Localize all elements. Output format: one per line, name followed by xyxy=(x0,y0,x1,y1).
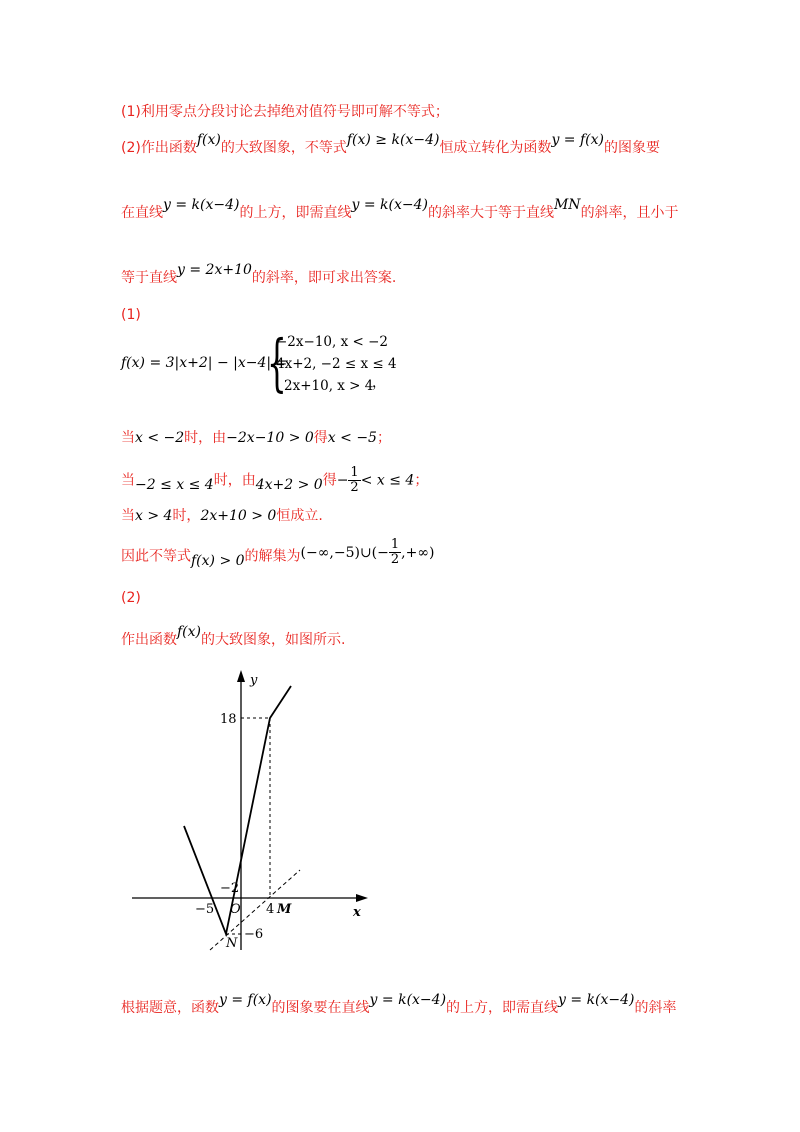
case-1-cond: x < −2 xyxy=(135,430,185,446)
piecewise-tail: ， xyxy=(372,375,386,391)
part-1-label: (1) xyxy=(121,307,141,323)
piecewise-case-2: 4x+2, −2 ≤ x ≤ 4 xyxy=(276,356,397,372)
brace-icon: { xyxy=(267,326,287,399)
label-y: y xyxy=(250,673,258,688)
label-neg5: −5 xyxy=(195,902,215,917)
piecewise-case-3: 2x+10, x > 4 xyxy=(284,378,374,394)
case-3-when: 当 xyxy=(121,508,135,524)
case-2-get: 得 xyxy=(322,472,337,489)
hint-line-1 xyxy=(121,102,449,122)
hint-line-2 xyxy=(121,132,660,158)
piecewise-case-1: −2x−10, x < −2 xyxy=(276,334,388,350)
final-text-b: 的图象要在直线 xyxy=(271,1000,370,1016)
math-line-k: y = k(x−4) xyxy=(163,197,240,213)
frac-num: 1 xyxy=(350,465,359,480)
final-text-d: 的斜率 xyxy=(634,1000,677,1016)
case-1-when: 当 xyxy=(121,430,135,446)
label-n: N xyxy=(226,936,238,951)
hint-2-text: (2)作出函数 xyxy=(121,140,197,156)
label-neg2: −2 xyxy=(220,881,240,896)
function-graph xyxy=(120,660,380,960)
label-18: 18 xyxy=(220,712,237,727)
hint-1-text: (1)利用零点分段讨论去掉绝对值符号即可解不等式； xyxy=(121,104,449,120)
final-line xyxy=(121,992,677,1018)
case-3-holds: 恒成立. xyxy=(276,508,323,524)
hint-line-4 xyxy=(121,262,397,288)
math-fx: f(x) xyxy=(177,624,202,640)
case-2-by: 时，由 xyxy=(213,472,256,489)
case-2-result: < x ≤ 4 xyxy=(360,472,415,489)
case-3-cond: x > 4 xyxy=(135,508,173,524)
hint-2-text-c: 恒成立转化为函数 xyxy=(439,140,552,156)
math-line-k-2: y = k(x−4) xyxy=(558,992,635,1008)
hint-4-text-b: 的斜率，即可求出答案. xyxy=(251,270,397,286)
frac-den: 2 xyxy=(390,552,400,567)
hint-2-text-d: 的图象要 xyxy=(603,140,660,156)
case-2-fraction xyxy=(348,466,360,495)
conclusion-fraction xyxy=(389,538,401,567)
label-origin: O xyxy=(230,902,241,917)
graph-intro-text: 作出函数 xyxy=(121,632,177,648)
case-2-line: 当−2 ≤ x ≤ 4时，由4x+2 > 0得− $\frac{1}{2}$ < x ≤ 4； xyxy=(121,465,429,495)
math-fx: f(x) xyxy=(196,132,221,148)
conclusion-text: 因此不等式 xyxy=(121,548,191,565)
frac-den: 2 xyxy=(350,480,359,495)
math-y-fx: y = f(x) xyxy=(219,992,272,1008)
y-axis-arrow-icon xyxy=(237,670,245,682)
piecewise-lhs: f(x) = 3|x+2| − |x−4| = xyxy=(121,355,288,371)
hint-2-text-b: 的大致图象，不等式 xyxy=(220,140,347,156)
case-2-when: 当 xyxy=(121,472,135,489)
case-1-end: ； xyxy=(376,430,391,446)
graph-fx xyxy=(184,686,291,934)
case-1-get: 得 xyxy=(313,430,328,446)
math-mn: MN xyxy=(553,197,581,213)
graph-intro-line xyxy=(121,624,346,650)
case-2-end: ； xyxy=(414,472,429,489)
conclusion-text-b: 的解集为 xyxy=(244,548,301,565)
hint-3-text-c: 的斜率大于等于直线 xyxy=(427,205,554,221)
x-axis-arrow-icon xyxy=(356,894,368,902)
case-1-line xyxy=(121,428,391,448)
graph-intro-text-b: 的大致图象，如图所示. xyxy=(201,632,346,648)
hint-3-text-b: 的上方，即需直线 xyxy=(239,205,352,221)
part-2-label: (2) xyxy=(121,590,141,606)
label-4: 4 xyxy=(266,902,275,917)
case-1-by: 时，由 xyxy=(184,430,227,446)
conclusion-line xyxy=(121,537,435,571)
case-1-result: x < −5 xyxy=(327,430,377,446)
case-2-ineq: 4x+2 > 0 xyxy=(255,476,323,493)
math-line-k: y = k(x−4) xyxy=(369,992,447,1008)
math-line-k-2: y = k(x−4) xyxy=(351,197,428,213)
case-1-ineq: −2x−10 > 0 xyxy=(226,430,314,446)
hint-3-text: 在直线 xyxy=(121,205,163,221)
math-inequality: f(x) ≥ k(x−4) xyxy=(346,132,440,148)
case-3-ineq: 2x+10 > 0 xyxy=(200,508,277,524)
hint-3-text-d: 的斜率，且小于 xyxy=(580,205,679,221)
label-m: M xyxy=(277,902,292,917)
final-text: 根据题意，函数 xyxy=(121,1000,219,1016)
case-3-then: 时， xyxy=(172,508,201,524)
label-x: x xyxy=(353,905,361,920)
solution-set-a: (−∞,−5)∪(− xyxy=(300,544,389,561)
hint-line-3 xyxy=(121,197,679,223)
math-line-2x10: y = 2x+10 xyxy=(177,262,252,278)
frac-num: 1 xyxy=(390,537,400,552)
case-3-line xyxy=(121,506,323,526)
case-2-cond: −2 ≤ x ≤ 4 xyxy=(135,476,214,493)
hint-4-text: 等于直线 xyxy=(121,270,177,286)
math-y-fx: y = f(x) xyxy=(551,132,604,148)
solution-set-b: ,+∞) xyxy=(401,544,435,561)
final-text-c: 的上方，即需直线 xyxy=(446,1000,559,1016)
conclusion-ineq: f(x) > 0 xyxy=(191,552,245,569)
label-neg6: −6 xyxy=(244,927,264,942)
